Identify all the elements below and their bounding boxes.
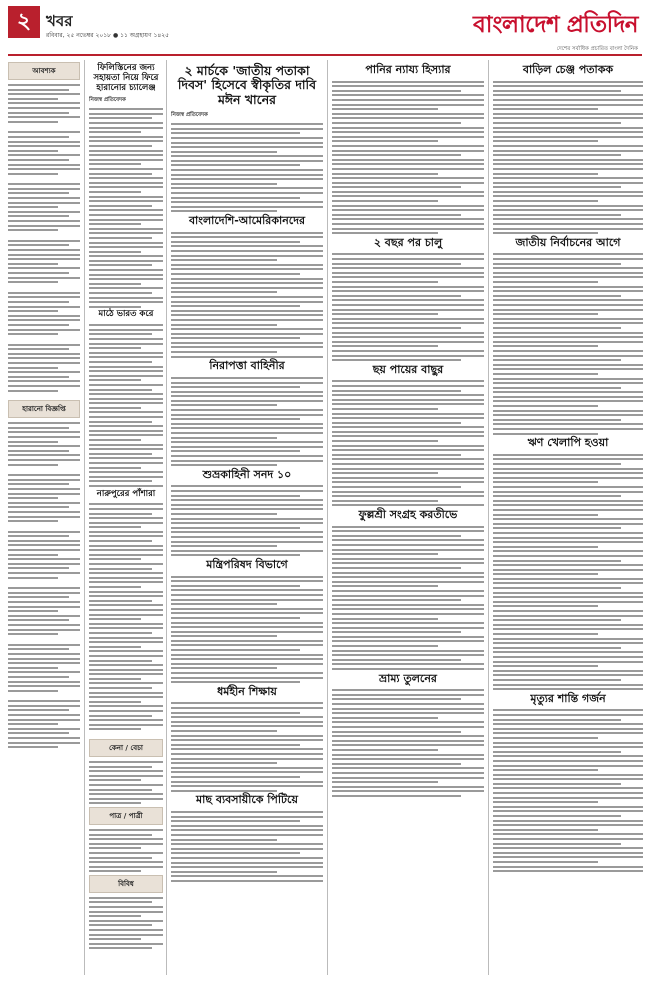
masthead-rule (8, 54, 642, 56)
logo-wordmark: বাংলাদেশ প্রতিদিন (472, 11, 638, 38)
article-a7-headline: শুভ্রকাহিনী সনদ ১০ (202, 467, 292, 481)
dateline: রবিবার, ২৫ নভেম্বর ২০১৮ ● ১১ অগ্রহায়ণ ১৪২৫ (46, 32, 170, 39)
logo-tagline: দেশের সর্বাধিক প্রচারিত বাংলা দৈনিক (556, 46, 638, 52)
section-title: খবর (46, 12, 73, 30)
article-a4-headline: মাঠে ভারত করে (98, 309, 154, 320)
article-a14-headline: ফুল্লশ্রী সংগ্রহ করতীভে (358, 507, 458, 521)
column-rule (166, 60, 167, 975)
article-a19-headline: মৃত্যুর শান্তি গর্জন (530, 691, 606, 705)
article-a9-headline: ধর্মহীন শিক্ষায় (217, 684, 277, 698)
column-5 (493, 62, 643, 972)
column-4 (332, 62, 484, 972)
column-3 (171, 62, 323, 972)
column-rule (84, 60, 85, 975)
article-a8-headline: মন্ত্রিপরিষদ বিভাগে (206, 557, 288, 571)
classifieds-title: আবশ্যক (8, 62, 80, 80)
classifieds-column (8, 62, 80, 972)
article-a16-headline: বাড়িল চেঞ্জ পতাকক (522, 63, 614, 76)
column-rule (327, 60, 328, 975)
article-a2-headline: ২ মার্চকে 'জাতীয় পতাকা দিবস' হিসেবে স্বীকৃতির দাবি মঈন খানের (177, 63, 317, 107)
article-a2-byline: নিজস্ব প্রতিবেদক (171, 112, 208, 119)
article-a12-headline: ২ বছর পর চালু (373, 235, 443, 249)
article-a3-headline: বাংলাদেশি-আমেরিকানদের (188, 214, 306, 227)
ad-box-1-title: কেনা / বেচা (89, 739, 163, 757)
article-a11-headline: পানির ন্যায্য হিস্যার (365, 63, 451, 76)
article-a10-headline: মাছ ব্যবসায়ীকে পিটিয়ে (196, 793, 298, 807)
newspaper-logo (473, 6, 638, 54)
ad-box-3-title: বিবিধ (89, 875, 163, 893)
column-2 (89, 62, 163, 972)
page-number: ২ (8, 6, 40, 38)
ad-box-2-title: পাত্র / পাত্রী (89, 807, 163, 825)
article-a18-headline: ঋণ খেলাপি হওয়া (527, 436, 609, 450)
column-rule (488, 60, 489, 975)
article-a13-headline: ছয় পায়ের বাছুর (372, 362, 444, 376)
article-a6-headline: নিরাপত্তা বাহিনীর (209, 359, 285, 373)
classifieds-subtitle: হারানো বিজ্ঞপ্তি (8, 400, 80, 418)
article-a1-byline: নিজস্ব প্রতিবেদক (89, 97, 126, 104)
article-a15-headline: ভ্রাম্য তুলনের (379, 671, 437, 685)
article-a17-headline: জাতীয় নির্বাচনের আগে (515, 235, 621, 249)
article-a5-headline: নারুপুরের পাঁশারা (96, 488, 156, 499)
article-a1-headline: ফিলিস্তিনের জন্য সহায়তা নিয়ে ফিরে হারানোর চ্যালেঞ্জ (93, 63, 159, 93)
